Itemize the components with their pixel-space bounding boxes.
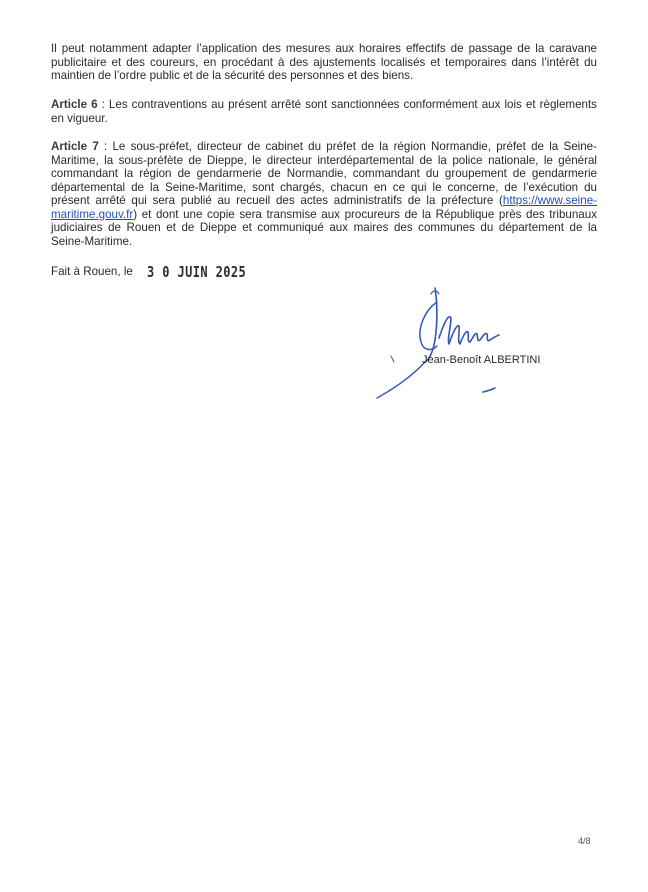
intro-paragraph: Il peut notamment adapter l’application des mesures aux horaires effectifs de passage de la caravane publicitaire et des coureurs, en procédant à des ajustements localisés et temporaires dans l’intérêt du maintien de l’ordre public et de la sécurité des personnes et des biens.: [51, 42, 597, 82]
article-6-text: : Les contraventions au présent arrêté sont sanctionnées conformément aux lois et règlements en vigueur.: [51, 98, 597, 125]
signer-name: Jean-Benoît ALBERTINI: [422, 354, 541, 366]
signing-place-label: Fait à Rouen, le: [51, 265, 133, 278]
prefecture-website-link[interactable]: https://www.seine-maritime.gouv.fr: [51, 194, 597, 221]
article-7-text-before-link: : Le sous-préfet, directeur de cabinet du préfet de la région Normandie, préfet de la Seine-Maritime, la sous-préfète de Dieppe, le directeur interdépartemental de la police nationale, le général commandant la région de gendarmerie de Normandie, commandant du groupement de gendarmerie départemental de la Seine-Maritime, sont chargés, chacun en ce qui le concerne, de l’exécution du présent arrêté qui sera publié au recueil des actes administratifs de la préfecture (: [51, 140, 597, 207]
article-6-paragraph: [51, 98, 597, 125]
article-7-paragraph: [51, 140, 597, 248]
article-7-label: Article 7: [51, 140, 99, 153]
date-stamp: 3 0 JUIN 2025: [147, 263, 247, 281]
page-number: 4/8: [578, 836, 591, 846]
handwritten-signature: [365, 280, 525, 405]
article-7-text-after-link: ) et dont une copie sera transmise aux procureurs de la République près des tribunaux judiciaires de Rouen et de Dieppe et communiqué aux maires des communes du département de la Seine-Maritime.: [51, 207, 597, 248]
article-6-label: Article 6: [51, 98, 98, 111]
